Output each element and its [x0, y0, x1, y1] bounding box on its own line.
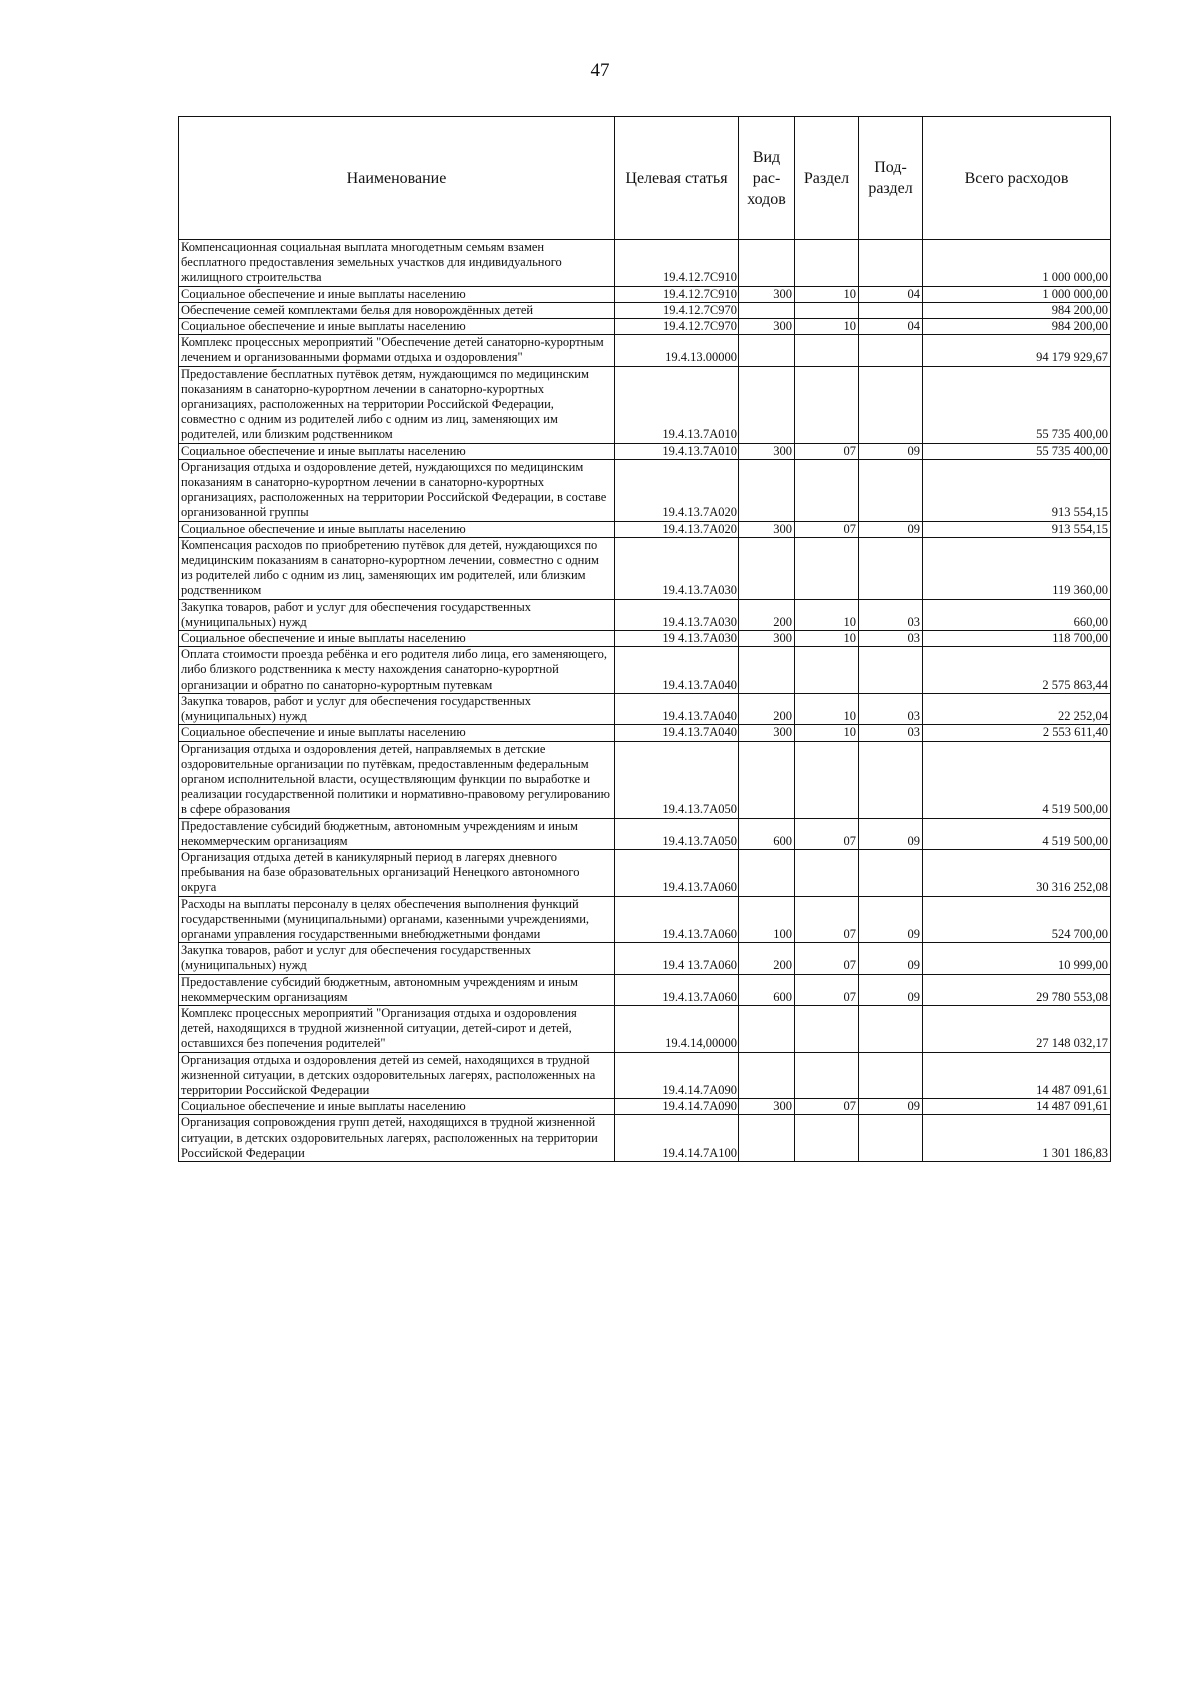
- row-code: 19.4.13.00000: [615, 335, 739, 366]
- table-row: [179, 647, 1111, 694]
- row-total: 4 519 500,00: [923, 818, 1111, 849]
- header-vid: Вид рас-ходов: [739, 117, 795, 240]
- table-row: [179, 319, 1111, 335]
- table-row: [179, 693, 1111, 724]
- row-code: 19.4.14.7А090: [615, 1052, 739, 1099]
- row-razdel: 07: [795, 1099, 859, 1115]
- row-podrazdel: 03: [859, 693, 923, 724]
- row-razdel: [795, 647, 859, 694]
- row-razdel: [795, 240, 859, 287]
- row-name: Оплата стоимости проезда ребёнка и его родителя либо лица, его заменяющего, либо близкого родственника к месту нахождения санаторно-курортной организации и обратно по санаторно-курортным путевкам: [179, 647, 615, 694]
- row-razdel: [795, 1005, 859, 1052]
- row-podrazdel: [859, 1115, 923, 1162]
- row-code: 19.4.13.7А030: [615, 599, 739, 630]
- table-row: [179, 896, 1111, 943]
- table-row: [179, 240, 1111, 287]
- row-vid: [739, 302, 795, 318]
- row-total: 913 554,15: [923, 521, 1111, 537]
- row-podrazdel: [859, 302, 923, 318]
- row-total: 524 700,00: [923, 896, 1111, 943]
- row-total: 1 000 000,00: [923, 286, 1111, 302]
- row-razdel: [795, 741, 859, 818]
- row-code: 19.4.13.7А060: [615, 896, 739, 943]
- row-vid: 300: [739, 443, 795, 459]
- row-podrazdel: [859, 537, 923, 599]
- row-code: 19.4.12.7С970: [615, 302, 739, 318]
- row-name: Предоставление бесплатных путёвок детям, нуждающимся по медицинским показаниям в санаторно-курортном лечении в санаторно-курортных организациях, расположенных на территории Российской Федерации, совместно с одним из родителей либо с одним из лиц, заменяющих им родителей, или близким родственником: [179, 366, 615, 443]
- row-total: 14 487 091,61: [923, 1099, 1111, 1115]
- row-name: Социальное обеспечение и иные выплаты населению: [179, 725, 615, 741]
- row-vid: [739, 741, 795, 818]
- row-total: 27 148 032,17: [923, 1005, 1111, 1052]
- row-vid: 300: [739, 631, 795, 647]
- row-total: 984 200,00: [923, 302, 1111, 318]
- row-razdel: 07: [795, 974, 859, 1005]
- row-name: Обеспечение семей комплектами белья для новорождённых детей: [179, 302, 615, 318]
- row-podrazdel: [859, 366, 923, 443]
- row-name: Комплекс процессных мероприятий "Организация отдыха и оздоровления детей, находящихся в трудной жизненной ситуации, детей-сирот и детей, оставшихся без попечения родителей": [179, 1005, 615, 1052]
- row-code: 19.4.13.7А010: [615, 443, 739, 459]
- row-razdel: 10: [795, 631, 859, 647]
- row-name: Закупка товаров, работ и услуг для обеспечения государственных (муниципальных) нужд: [179, 943, 615, 974]
- row-code: 19.4.13.7А020: [615, 521, 739, 537]
- row-name: Организация отдыха и оздоровления детей из семей, находящихся в трудной жизненной ситуации, в детских оздоровительных лагерях, расположенных на территории Российской Федерации: [179, 1052, 615, 1099]
- row-total: 10 999,00: [923, 943, 1111, 974]
- header-name: Наименование: [179, 117, 615, 240]
- row-code: 19.4.14,00000: [615, 1005, 739, 1052]
- row-name: Закупка товаров, работ и услуг для обеспечения государственных (муниципальных) нужд: [179, 693, 615, 724]
- table-row: [179, 849, 1111, 896]
- row-podrazdel: [859, 647, 923, 694]
- row-code: 19.4.13.7А010: [615, 366, 739, 443]
- row-podrazdel: 09: [859, 896, 923, 943]
- row-total: 118 700,00: [923, 631, 1111, 647]
- table-row: [179, 302, 1111, 318]
- row-razdel: [795, 302, 859, 318]
- row-podrazdel: 09: [859, 521, 923, 537]
- row-name: Организация отдыха и оздоровления детей, направляемых в детские оздоровительные организации по путёвкам, предоставленным федеральным органом исполнительной власти, осуществляющим функции по выработке и реализации государственной политики и нормативно-правовому регулированию в сфере образования: [179, 741, 615, 818]
- row-total: 30 316 252,08: [923, 849, 1111, 896]
- row-code: 19.4.12.7С910: [615, 286, 739, 302]
- row-vid: 300: [739, 725, 795, 741]
- row-code: 19.4.13.7А020: [615, 459, 739, 521]
- row-code: 19.4.13.7А060: [615, 849, 739, 896]
- row-vid: 100: [739, 896, 795, 943]
- row-code: 19.4.12.7С910: [615, 240, 739, 287]
- table-row: [179, 1115, 1111, 1162]
- row-vid: 300: [739, 521, 795, 537]
- row-total: 94 179 929,67: [923, 335, 1111, 366]
- row-name: Социальное обеспечение и иные выплаты населению: [179, 443, 615, 459]
- table-row: [179, 335, 1111, 366]
- row-vid: [739, 335, 795, 366]
- table-row: [179, 599, 1111, 630]
- row-podrazdel: 04: [859, 319, 923, 335]
- table-row: [179, 459, 1111, 521]
- row-code: 19.4.12.7С970: [615, 319, 739, 335]
- row-vid: [739, 240, 795, 287]
- row-vid: 300: [739, 286, 795, 302]
- row-name: Предоставление субсидий бюджетным, автономным учреждениям и иным некоммерческим организациям: [179, 818, 615, 849]
- row-podrazdel: [859, 741, 923, 818]
- table-row: [179, 443, 1111, 459]
- row-podrazdel: 04: [859, 286, 923, 302]
- table-row: [179, 537, 1111, 599]
- row-podrazdel: [859, 1005, 923, 1052]
- table-body: [179, 240, 1111, 1162]
- table-row: [179, 1052, 1111, 1099]
- row-podrazdel: [859, 240, 923, 287]
- row-razdel: [795, 537, 859, 599]
- row-razdel: [795, 335, 859, 366]
- row-podrazdel: 03: [859, 631, 923, 647]
- budget-table: [178, 116, 1111, 1162]
- row-name: Закупка товаров, работ и услуг для обеспечения государственных (муниципальных) нужд: [179, 599, 615, 630]
- table-header-row: [179, 117, 1111, 240]
- row-total: 1 301 186,83: [923, 1115, 1111, 1162]
- table-row: [179, 366, 1111, 443]
- row-razdel: 10: [795, 725, 859, 741]
- row-podrazdel: 03: [859, 725, 923, 741]
- row-vid: [739, 366, 795, 443]
- row-razdel: 07: [795, 521, 859, 537]
- header-podrazdel: Под-раздел: [859, 117, 923, 240]
- row-total: 22 252,04: [923, 693, 1111, 724]
- table-row: [179, 818, 1111, 849]
- row-razdel: [795, 1115, 859, 1162]
- row-razdel: 07: [795, 896, 859, 943]
- row-name: Организация отдыха и оздоровление детей, нуждающихся по медицинским показаниям в санаторно-курортном лечении в санаторно-курортных организациях, расположенных на территории Российской Федерации, в составе организованной группы: [179, 459, 615, 521]
- row-razdel: [795, 459, 859, 521]
- row-vid: [739, 537, 795, 599]
- table-row: [179, 521, 1111, 537]
- row-total: 14 487 091,61: [923, 1052, 1111, 1099]
- row-razdel: 10: [795, 599, 859, 630]
- row-razdel: 07: [795, 943, 859, 974]
- table-row: [179, 286, 1111, 302]
- row-total: 660,00: [923, 599, 1111, 630]
- table-row: [179, 725, 1111, 741]
- row-razdel: 07: [795, 443, 859, 459]
- row-total: 4 519 500,00: [923, 741, 1111, 818]
- row-vid: 200: [739, 943, 795, 974]
- row-podrazdel: 09: [859, 943, 923, 974]
- row-razdel: 10: [795, 319, 859, 335]
- table-row: [179, 943, 1111, 974]
- row-podrazdel: 03: [859, 599, 923, 630]
- row-code: 19.4.13.7А040: [615, 693, 739, 724]
- row-vid: 600: [739, 818, 795, 849]
- row-vid: [739, 1115, 795, 1162]
- page-number: 47: [590, 60, 610, 81]
- row-razdel: [795, 366, 859, 443]
- row-name: Социальное обеспечение и иные выплаты населению: [179, 631, 615, 647]
- row-razdel: 07: [795, 818, 859, 849]
- row-code: 19.4.13.7А040: [615, 725, 739, 741]
- row-vid: 600: [739, 974, 795, 1005]
- table-row: [179, 741, 1111, 818]
- row-podrazdel: 09: [859, 974, 923, 1005]
- row-code: 19 4.13.7А030: [615, 631, 739, 647]
- header-total: Всего расходов: [923, 117, 1111, 240]
- header-razdel: Раздел: [795, 117, 859, 240]
- row-vid: [739, 849, 795, 896]
- row-name: Социальное обеспечение и иные выплаты населению: [179, 286, 615, 302]
- row-total: 119 360,00: [923, 537, 1111, 599]
- row-vid: 200: [739, 599, 795, 630]
- row-total: 55 735 400,00: [923, 443, 1111, 459]
- row-total: 29 780 553,08: [923, 974, 1111, 1005]
- row-vid: [739, 647, 795, 694]
- table-row: [179, 631, 1111, 647]
- table-row: [179, 974, 1111, 1005]
- row-name: Социальное обеспечение и иные выплаты населению: [179, 319, 615, 335]
- row-name: Социальное обеспечение и иные выплаты населению: [179, 521, 615, 537]
- row-code: 19.4.13.7А060: [615, 974, 739, 1005]
- row-podrazdel: 09: [859, 818, 923, 849]
- row-total: 2 575 863,44: [923, 647, 1111, 694]
- row-code: 19.4.13.7А050: [615, 818, 739, 849]
- row-name: Компенсация расходов по приобретению путёвок для детей, нуждающихся по медицинским показаниям в санаторно-курортном лечении, совместно с одним из родителей либо с одним из лиц, заменяющих им родителей, или близким родственником: [179, 537, 615, 599]
- row-podrazdel: [859, 459, 923, 521]
- row-razdel: 10: [795, 286, 859, 302]
- row-code: 19.4.14.7А100: [615, 1115, 739, 1162]
- table-row: [179, 1005, 1111, 1052]
- row-name: Социальное обеспечение и иные выплаты населению: [179, 1099, 615, 1115]
- row-vid: [739, 459, 795, 521]
- row-code: 19.4.13.7А030: [615, 537, 739, 599]
- header-code: Целевая статья: [615, 117, 739, 240]
- row-razdel: 10: [795, 693, 859, 724]
- row-podrazdel: [859, 1052, 923, 1099]
- row-razdel: [795, 1052, 859, 1099]
- table-row: [179, 1099, 1111, 1115]
- row-podrazdel: 09: [859, 1099, 923, 1115]
- row-name: Организация отдыха детей в каникулярный период в лагерях дневного пребывания на базе образовательных организаций Ненецкого автономного округа: [179, 849, 615, 896]
- row-total: 1 000 000,00: [923, 240, 1111, 287]
- row-vid: 300: [739, 319, 795, 335]
- row-podrazdel: [859, 849, 923, 896]
- row-vid: [739, 1005, 795, 1052]
- row-vid: 200: [739, 693, 795, 724]
- row-code: 19.4.13.7А050: [615, 741, 739, 818]
- row-total: 984 200,00: [923, 319, 1111, 335]
- row-name: Организация сопровождения групп детей, находящихся в трудной жизненной ситуации, в детских оздоровительных лагерях, расположенных на территории Российской Федерации: [179, 1115, 615, 1162]
- row-name: Комплекс процессных мероприятий "Обеспечение детей санаторно-курортным лечением и организованными формами отдыха и оздоровления": [179, 335, 615, 366]
- row-total: 913 554,15: [923, 459, 1111, 521]
- row-podrazdel: [859, 335, 923, 366]
- row-code: 19.4.13.7А040: [615, 647, 739, 694]
- row-razdel: [795, 849, 859, 896]
- row-name: Компенсационная социальная выплата многодетным семьям взамен бесплатного предоставления земельных участков для индивидуального жилищного строительства: [179, 240, 615, 287]
- row-code: 19.4.14.7А090: [615, 1099, 739, 1115]
- row-total: 2 553 611,40: [923, 725, 1111, 741]
- row-code: 19.4 13.7А060: [615, 943, 739, 974]
- row-vid: 300: [739, 1099, 795, 1115]
- row-vid: [739, 1052, 795, 1099]
- row-name: Предоставление субсидий бюджетным, автономным учреждениям и иным некоммерческим организациям: [179, 974, 615, 1005]
- row-total: 55 735 400,00: [923, 366, 1111, 443]
- row-name: Расходы на выплаты персоналу в целях обеспечения выполнения функций государственными (муниципальными) органами, казенными учреждениями, органами управления государственными внебюджетными фондами: [179, 896, 615, 943]
- row-podrazdel: 09: [859, 443, 923, 459]
